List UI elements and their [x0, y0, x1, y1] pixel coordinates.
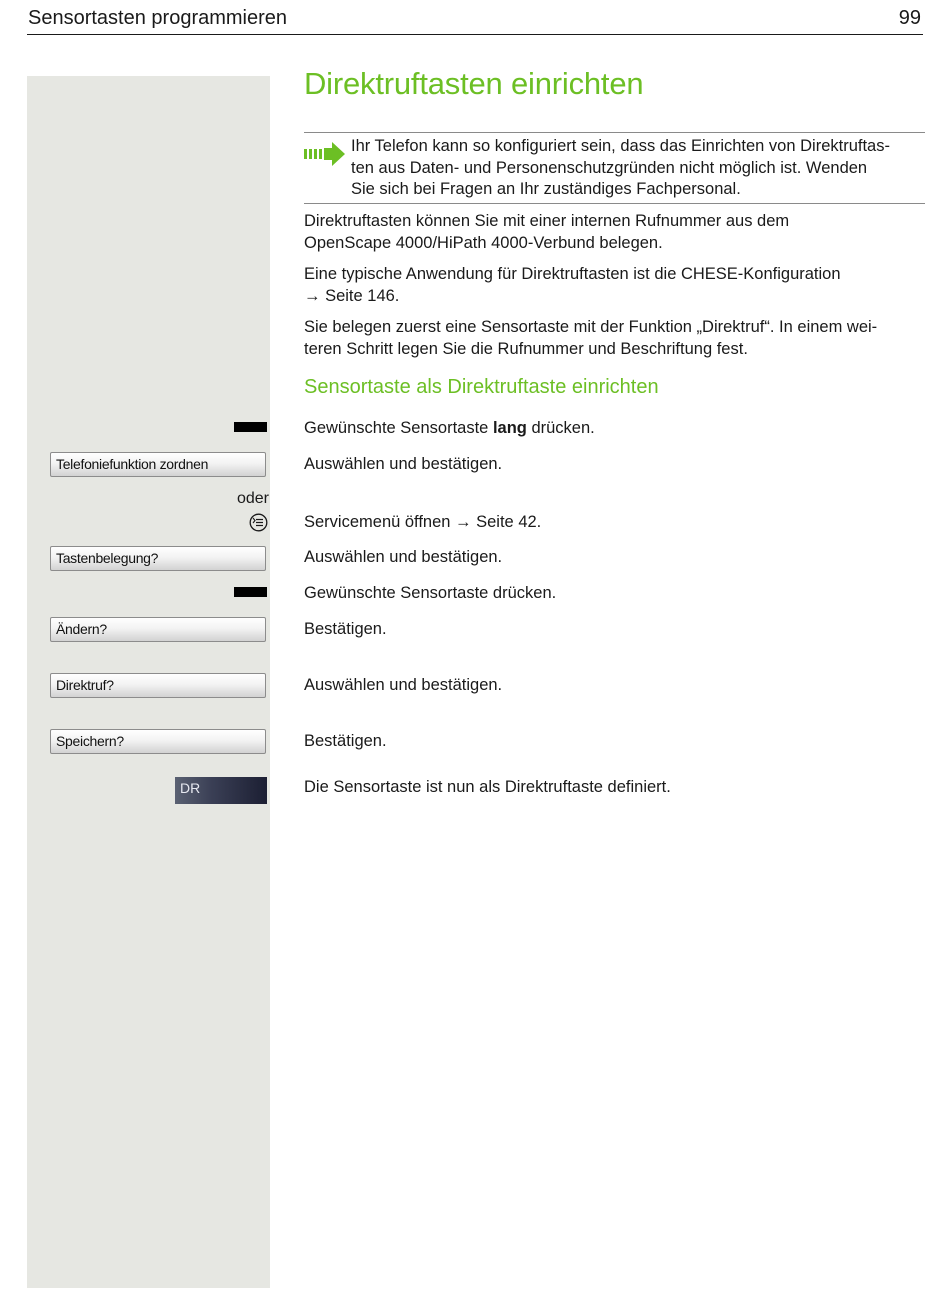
step-2-text: Auswählen und bestätigen. — [304, 455, 503, 473]
step-1-pre: Gewünschte Sensortaste — [304, 419, 493, 437]
step-1-bold: lang — [492, 419, 527, 437]
service-menu-icon[interactable] — [249, 513, 268, 532]
sensor-key-icon — [234, 587, 267, 597]
note-text — [351, 136, 925, 201]
oder-label: oder — [236, 490, 269, 507]
paragraph-line: Eine typische Anwendung für Direktruftasten ist die CHESE-Konfiguration — [304, 265, 841, 283]
header-title: Sensortasten programmieren — [28, 7, 288, 29]
paragraph-line: Sie belegen zuerst eine Sensortaste mit der Funktion „Direktruf“. In einem wei- — [304, 318, 878, 336]
paragraph-intro — [304, 211, 925, 254]
display-label: DR — [175, 777, 267, 804]
arrow-right-icon — [304, 141, 346, 167]
paragraph-line: Direktruftasten können Sie mit einer internen Rufnummer aus dem — [304, 212, 790, 230]
step-6-text: Bestätigen. — [304, 620, 387, 638]
step-9-text: Die Sensortaste ist nun als Direktruftaste definiert. — [304, 778, 671, 796]
step-8-text: Bestätigen. — [304, 732, 387, 750]
note-box — [304, 132, 925, 204]
paragraph-line: OpenScape 4000/HiPath 4000-Verbund belegen. — [304, 233, 663, 252]
step-5-text: Gewünschte Sensortaste drücken. — [304, 584, 557, 602]
step-3-text: Servicemenü öffnen → Seite 42. — [304, 513, 542, 531]
step-1-text — [304, 418, 595, 439]
sensor-key-icon — [234, 422, 267, 432]
step-4-text: Auswählen und bestätigen. — [304, 548, 503, 566]
paragraph-line: → Seite 146. — [304, 286, 400, 305]
menu-speichern[interactable]: Speichern? — [50, 729, 266, 754]
menu-telefoniefunktion[interactable]: Telefoniefunktion zordnen — [50, 452, 266, 477]
paragraph-chese — [304, 264, 925, 307]
note-line: Sie sich bei Fragen an Ihr zuständiges Fachpersonal. — [351, 180, 741, 198]
step-7-text: Auswählen und bestätigen. — [304, 676, 503, 694]
page-number: 99 — [898, 7, 921, 29]
paragraph-steps-intro — [304, 317, 925, 360]
menu-tastenbelegung[interactable]: Tastenbelegung? — [50, 546, 266, 571]
page-header — [27, 6, 923, 35]
step-1-post: drücken. — [526, 419, 595, 437]
paragraph-line: teren Schritt legen Sie die Rufnummer und Beschriftung fest. — [304, 339, 748, 358]
page-title: Direktruftasten einrichten — [304, 66, 644, 101]
note-line: ten aus Daten- und Personenschutzgründen nicht möglich ist. Wenden — [351, 158, 868, 177]
section-heading: Sensortaste als Direktruftaste einrichten — [304, 376, 659, 398]
menu-direktruf[interactable]: Direktruf? — [50, 673, 266, 698]
note-line: Ihr Telefon kann so konfiguriert sein, dass das Einrichten von Direktruftas- — [351, 137, 890, 155]
menu-aendern[interactable]: Ändern? — [50, 617, 266, 642]
